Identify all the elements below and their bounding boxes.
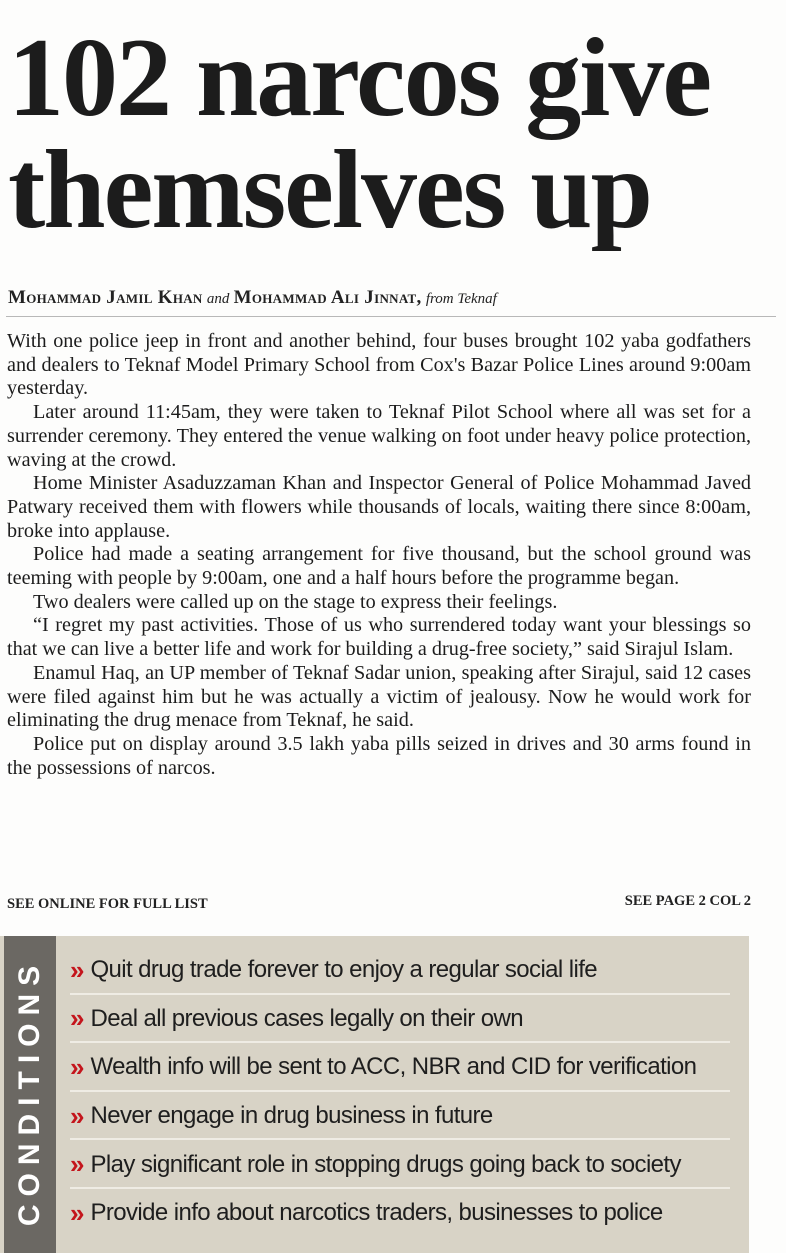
condition-text: Play significant role in stopping drugs going back to society xyxy=(90,1150,681,1178)
article-paragraph: Home Minister Asaduzzaman Khan and Inspector General of Police Mohammad Javed Patwary received them with flowers while thousands of locals, waiting there since 8:00am, broke into applause. xyxy=(7,472,751,542)
chevron-right-icon: » xyxy=(70,1051,81,1082)
article-paragraph: Police put on display around 3.5 lakh yaba pills seized in drives and 30 arms found in the possessions of narcos. xyxy=(7,732,751,779)
condition-item xyxy=(70,946,730,995)
condition-item xyxy=(70,995,730,1044)
condition-item xyxy=(70,1043,730,1092)
chevron-right-icon: » xyxy=(70,1003,81,1034)
condition-text: Wealth info will be sent to ACC, NBR and CID for verification xyxy=(90,1053,697,1081)
byline-conjunction: and xyxy=(206,291,230,307)
byline-dateline: from Teknaf xyxy=(425,291,497,307)
condition-text: Deal all previous cases legally on their own xyxy=(90,1004,523,1032)
byline-author-1: Mohammad Jamil Khan xyxy=(8,287,203,308)
article-paragraph: Police had made a seating arrangement for five thousand, but the school ground was teeming with people by 9:00am, one and a half hours before the programme began. xyxy=(7,543,751,590)
article-paragraph: “I regret my past activities. Those of us who surrendered today want your blessings so that we can live a better life and work for building a drug-free society,” said Sirajul Islam. xyxy=(7,614,751,661)
condition-item xyxy=(70,1092,730,1141)
article-paragraph: With one police jeep in front and another behind, four buses brought 102 yaba godfathers and dealers to Teknaf Model Primary School from Cox's Bazar Police Lines around 9:00am yesterday. xyxy=(7,330,751,400)
article-paragraph: Enamul Haq, an UP member of Teknaf Sadar union, speaking after Sirajul, said 12 cases were filed against him but he was actually a victim of jealousy. Now he would work for eliminating the drug menace from Teknaf, he said. xyxy=(7,661,751,732)
byline-author-2: Mohammad Ali Jinnat, xyxy=(233,287,422,308)
condition-item xyxy=(70,1189,730,1238)
condition-text: Provide info about narcotics traders, businesses to police xyxy=(90,1199,663,1227)
condition-text: Never engage in drug business in future xyxy=(90,1102,493,1130)
headline xyxy=(8,16,778,252)
chevron-right-icon: » xyxy=(70,1100,81,1131)
article-paragraph: Later around 11:45am, they were taken to Teknaf Pilot School where all was set for a surrender ceremony. They entered the venue walking on foot under heavy police protection, waving at the crowd. xyxy=(7,401,751,471)
condition-text: Quit drug trade forever to enjoy a regular social life xyxy=(90,956,598,984)
conditions-list xyxy=(70,946,730,1238)
article-paragraph: Two dealers were called up on the stage to express their feelings. xyxy=(33,590,558,613)
byline xyxy=(8,287,778,309)
chevron-right-icon: » xyxy=(70,954,81,985)
see-online-note: SEE ONLINE FOR FULL LIST xyxy=(7,896,208,912)
condition-item xyxy=(70,1140,730,1189)
article-body xyxy=(7,330,751,780)
conditions-label: CONDITIONS xyxy=(13,957,46,1227)
headline-line-1: 102 narcos give xyxy=(8,16,711,140)
chevron-right-icon: » xyxy=(70,1197,81,1228)
continued-on-note: SEE PAGE 2 COL 2 xyxy=(624,893,751,909)
chevron-right-icon: » xyxy=(70,1149,81,1180)
byline-divider xyxy=(6,316,776,317)
headline-line-2: themselves up xyxy=(8,128,651,252)
